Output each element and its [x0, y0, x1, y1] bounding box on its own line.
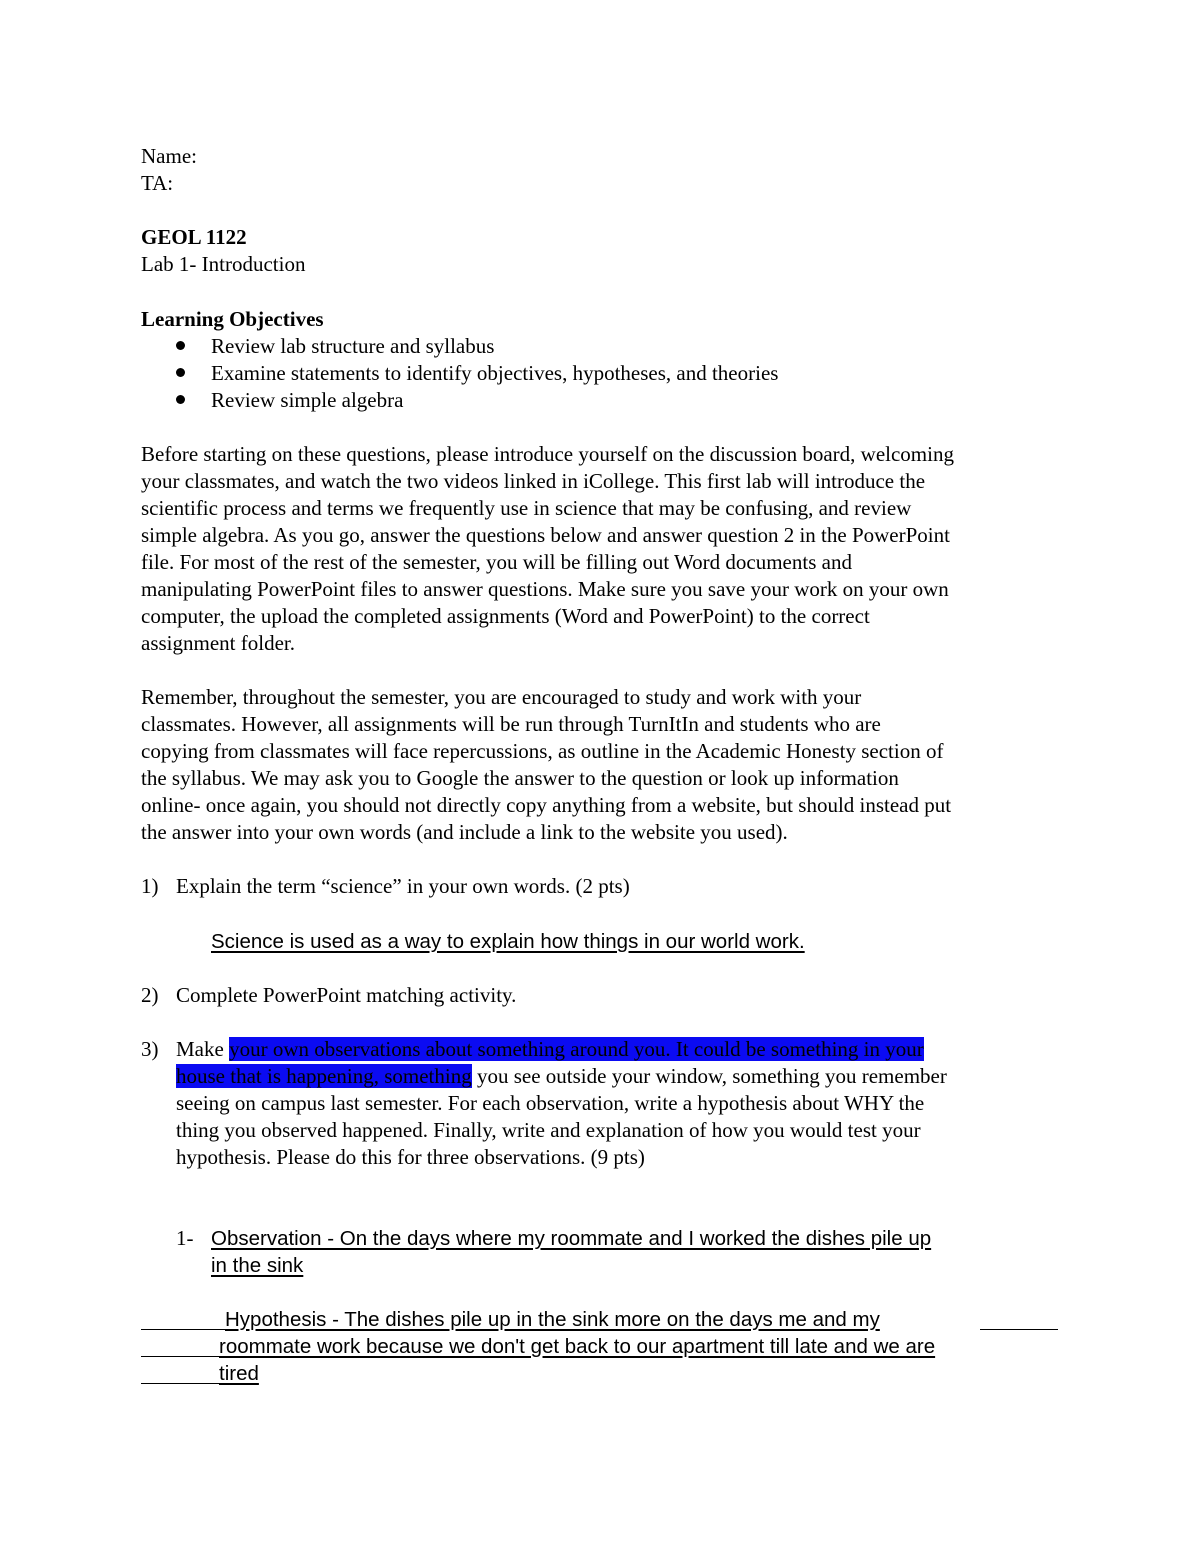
highlighted-text: your own observations about something around you. It could be something in your	[229, 1037, 924, 1061]
highlighted-text: house that is happening, something	[176, 1064, 472, 1088]
honesty-line: Remember, throughout the semester, you are encouraged to study and work with your	[141, 685, 862, 709]
intro-line: your classmates, and watch the two videos linked in iCollege. This first lab will introduce the	[141, 469, 926, 493]
ta-label: TA:	[141, 171, 174, 195]
intro-line: manipulating PowerPoint files to answer questions. Make sure you save your work on your own	[141, 577, 949, 601]
objective-item: Review lab structure and syllabus	[211, 334, 495, 358]
intro-line: computer, the upload the completed assignments (Word and PowerPoint) to the correct	[141, 604, 870, 628]
question-1-answer[interactable]: Science is used as a way to explain how things in our world work.	[211, 930, 805, 953]
intro-line: simple algebra. As you go, answer the questions below and answer question 2 in the PowerPoint	[141, 523, 950, 547]
bullet-icon	[176, 368, 185, 377]
observation-line[interactable]: in the sink	[211, 1254, 304, 1277]
question-3-text: Make	[176, 1037, 230, 1061]
blank-underline	[141, 1356, 219, 1357]
blank-underline	[141, 1329, 225, 1330]
objective-item: Examine statements to identify objectives, hypotheses, and theories	[211, 361, 779, 385]
question-2-text: Complete PowerPoint matching activity.	[176, 983, 517, 1007]
course-code: GEOL 1122	[141, 225, 247, 249]
name-label: Name:	[141, 144, 197, 168]
objectives-heading: Learning Objectives	[141, 307, 324, 331]
answer-number: 1-	[176, 1226, 194, 1250]
honesty-line: the syllabus. We may ask you to Google the answer to the question or look up information	[141, 766, 899, 790]
blank-underline	[141, 1383, 219, 1384]
question-3-text: you see outside your window, something you remember	[471, 1064, 947, 1088]
observation-line[interactable]: Observation - On the days where my roommate and I worked the dishes pile up	[211, 1227, 932, 1250]
honesty-line: online- once again, you should not directly copy anything from a website, but should instead put	[141, 793, 952, 817]
question-3-line: seeing on campus last semester. For each observation, write a hypothesis about WHY the	[176, 1091, 925, 1115]
question-3-line	[176, 1036, 924, 1063]
blank-underline	[980, 1329, 1058, 1330]
question-3-line: thing you observed happened. Finally, write and explanation of how you would test your	[176, 1118, 921, 1142]
question-3-line: hypothesis. Please do this for three observations. (9 pts)	[176, 1145, 645, 1169]
hypothesis-line[interactable]: roommate work because we don't get back to our apartment till late and we are	[219, 1335, 936, 1358]
intro-line: file. For most of the rest of the semester, you will be filling out Word documents and	[141, 550, 852, 574]
honesty-line: the answer into your own words (and include a link to the website you used).	[141, 820, 788, 844]
objective-item: Review simple algebra	[211, 388, 404, 412]
honesty-line: classmates. However, all assignments will be run through TurnItIn and students who are	[141, 712, 881, 736]
honesty-line: copying from classmates will face repercussions, as outline in the Academic Honesty section of	[141, 739, 944, 763]
question-number: 1)	[141, 874, 159, 898]
bullet-icon	[176, 395, 185, 404]
intro-line: scientific process and terms we frequently use in science that may be confusing, and review	[141, 496, 912, 520]
hypothesis-line[interactable]: Hypothesis - The dishes pile up in the sink more on the days me and my	[225, 1308, 880, 1331]
lab-title: Lab 1- Introduction	[141, 252, 306, 276]
intro-line: Before starting on these questions, please introduce yourself on the discussion board, welcoming	[141, 442, 954, 466]
intro-line: assignment folder.	[141, 631, 295, 655]
question-3-line	[176, 1063, 947, 1090]
question-number: 3)	[141, 1037, 159, 1061]
question-number: 2)	[141, 983, 159, 1007]
bullet-icon	[176, 341, 185, 350]
hypothesis-line[interactable]: tired	[219, 1362, 259, 1385]
question-1-text: Explain the term “science” in your own words. (2 pts)	[176, 874, 630, 898]
